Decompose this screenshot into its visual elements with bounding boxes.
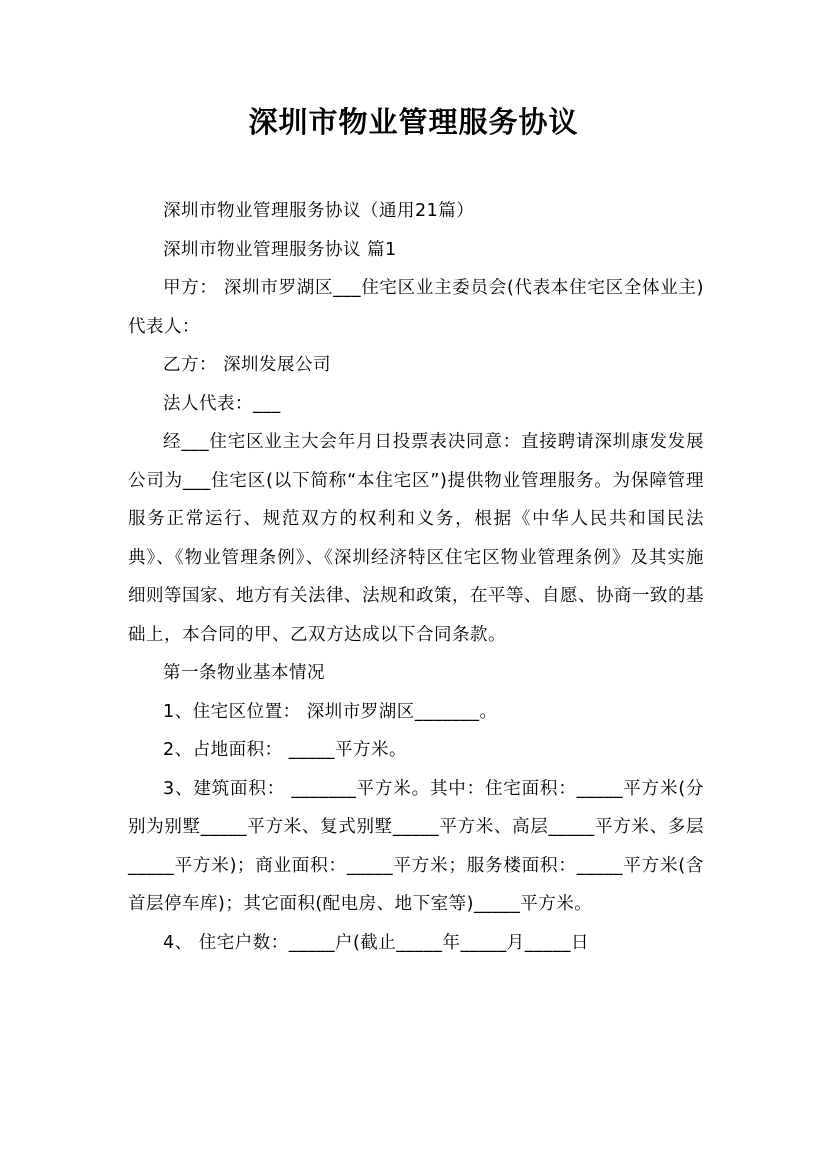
paragraph-building-area: 3、建筑面积： _______平方米。其中：住宅面积：_____平方米(分别为别墅_____平方米、复式别墅_____平方米、高层_____平方米、多层_____平方米)；商业面积：_____平方米；服务楼面积：_____平方米(含首层停车库)；其它面积(配电房、地下室等)_____平方米。 [128, 778, 704, 914]
paragraph-location: 1、住宅区位置： 深圳市罗湖区_______。 [163, 701, 498, 722]
document-title: 深圳市物业管理服务协议 [248, 105, 579, 139]
paragraph-preamble: 经___住宅区业主大会年月日投票表决同意：直接聘请深圳康发发展公司为___住宅区(以下简称“本住宅区”)提供物业管理服务。为保障管理服务正常运行、规范双方的权利和义务，根据《中华人民共和国民法典》、《物业管理条例》、《深圳经济特区住宅区物业管理条例》及其实施细则等国家、地方有关法律、法规和政策，在平等、自愿、协商一致的基础上，本合同的甲、乙双方达成以下合同条款。 [128, 432, 704, 645]
paragraph-party-b: 乙方： 深圳发展公司 [163, 355, 332, 375]
document-body [128, 192, 704, 962]
paragraph-legal-representative: 法人代表：___ [163, 393, 281, 414]
paragraph-land-area: 2、占地面积： _____平方米。 [163, 740, 407, 760]
paragraph-party-a: 甲方： 深圳市罗湖区___住宅区业主委员会(代表本住宅区全体业主) 代表人： [128, 278, 704, 337]
paragraph-households: 4、 住宅户数：_____户(截止_____年_____月_____日 [163, 932, 590, 953]
paragraph-subtitle: 深圳市物业管理服务协议（通用21篇） [163, 201, 475, 221]
paragraph-article-1-heading: 第一条物业基本情况 [163, 663, 325, 683]
paragraph-section-heading: 深圳市物业管理服务协议 篇1 [163, 239, 397, 260]
